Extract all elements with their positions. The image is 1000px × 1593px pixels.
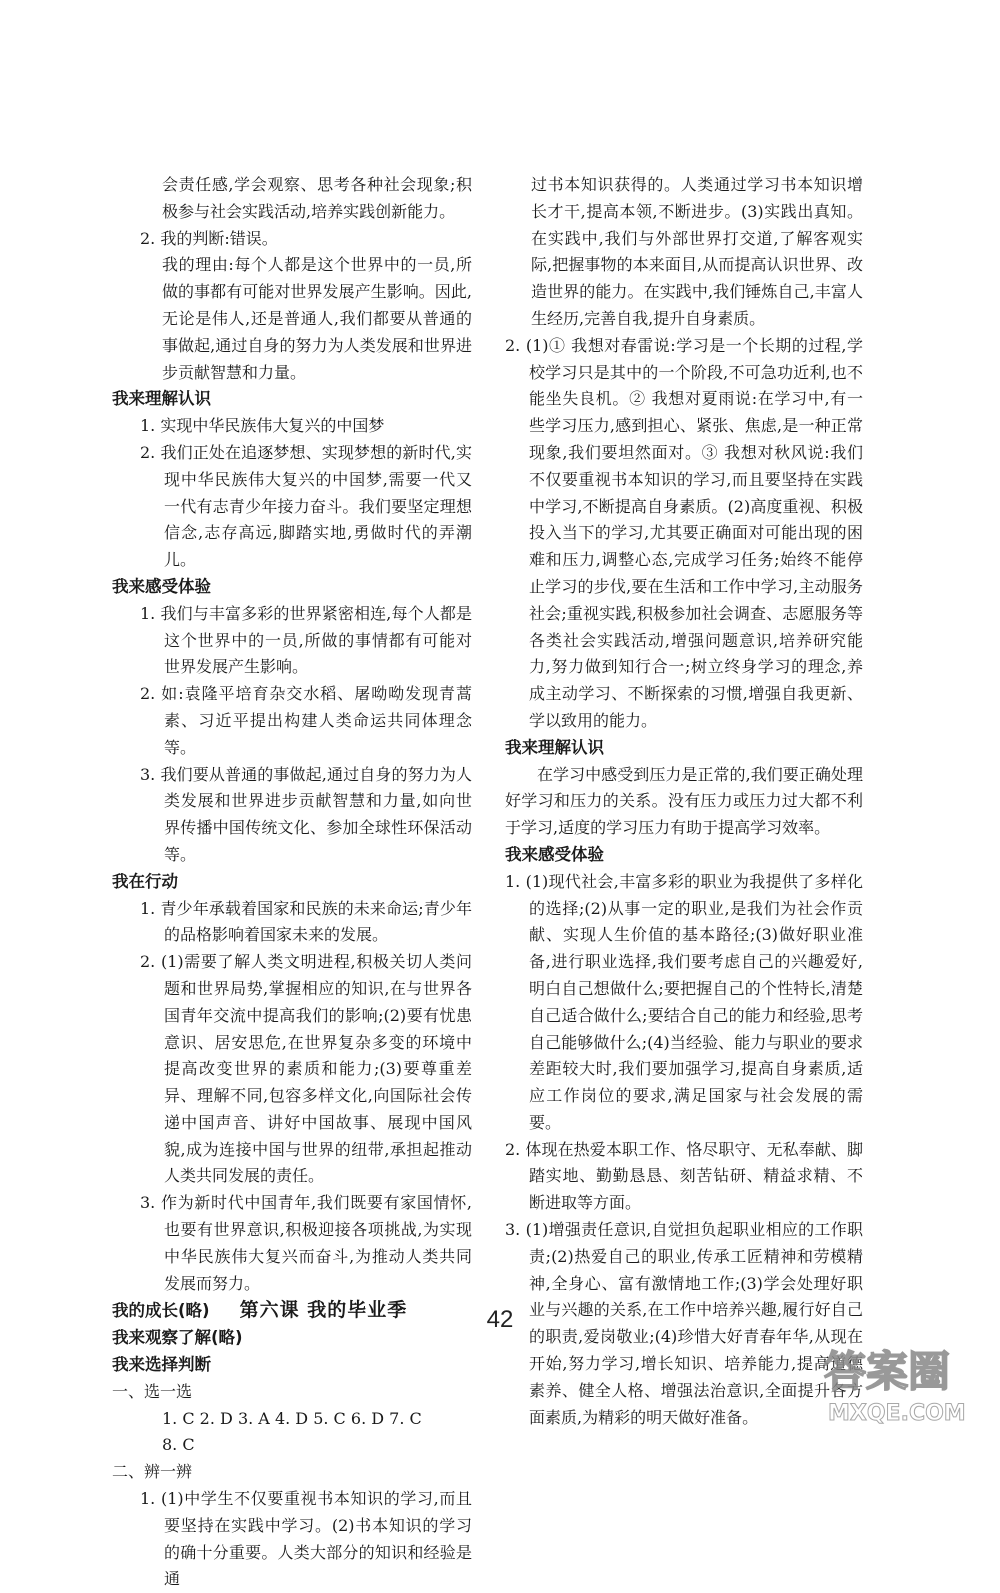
answer-paragraph: 1. C 2. D 3. A 4. D 5. C 6. D 7. C [162,1408,422,1428]
answer-paragraph: 在学习中感受到压力是正常的,我们要正确处理好学习和压力的关系。没有压力或压力过大都不利于学习,适度的学习压力有助于提高学习效率。 [505,764,863,838]
answer-paragraph: 3. 作为新时代中国青年,我们既要有家国情怀,也要有世界意识,积极迎接各项挑战,为实现中华民族伟大复兴而奋斗,为推动人类共同发展而努力。 [140,1193,472,1293]
section-heading: 我来感受体验 [112,576,211,596]
section-heading: 我来感受体验 [505,844,604,864]
right-column [505,172,863,1431]
svg-text:MXQE.COM: MXQE.COM [828,1401,966,1426]
section-heading: 我的成长(略) [112,1301,210,1321]
answer-paragraph: 1. (1)中学生不仅要重视书本知识的学习,而且要坚持在实践中学习。(2)书本知识的学习的确十分重要。人类大部分的知识和经验是通 [140,1489,472,1589]
answer-paragraph: 1. (1)现代社会,丰富多彩的职业为我提供了多样化的选择;(2)从事一定的职业,是我们为社会作贡献、实现人生价值的基本路径;(3)做好职业准备,进行职业选择,我们要考虑自己的兴趣爱好,明白自己想做什么;要把握自己的个性特长,清楚自己适合做什么;要结合自己的能力和经验,思考自己能够做什么;(4)当经验、能力与职业的要求差距较大时,我们要加强学习,提高自身素质,适应工作岗位的要求,满足国家与社会发展的需要。 [505,871,863,1132]
answer-paragraph: 2. 我们正处在追逐梦想、实现梦想的新时代,实现中华民族伟大复兴的中国梦,需要一代又一代有志青少年接力奋斗。我们要坚定理想信念,志存高远,脚踏实地,勇做时代的弄潮儿。 [140,442,472,570]
page-number: 42 [486,1306,514,1333]
answer-paragraph: 2. (1)① 我想对春雷说:学习是一个长期的过程,学校学习只是其中的一个阶段,不可急功近利,也不能坐失良机。② 我想对夏雨说:在学习中,有一些学习压力,感到担心、紧张、焦虑,是一种正常现象,我们要坦然面对。③ 我想对秋风说:我们不仅要重视书本知识的学习,而且要坚持在实践中学习,不断提高自身素质。(2)高度重视、积极投入当下的学习,尤其要正确面对可能出现的困难和压力,调整心态,完成学习任务;始终不能停止学习的步伐,要在生活和工作中学习,主动服务社会;重视实践,积极参加社会调查、志愿服务等各类社会实践活动,增强问题意识,培养研究能力,努力做到知行合一;树立终身学习的理念,养成主动学习、不断探索的习惯,增强自我更新、学以致用的能力。 [505,335,863,730]
answer-paragraph: 8. C [162,1435,195,1455]
section-heading: 我来理解认识 [505,737,604,757]
section-heading: 我来选择判断 [112,1355,211,1375]
answer-paragraph: 2. 体现在热爱本职工作、恪尽职守、无私奉献、脚踏实地、勤勤恳恳、刻苦钻研、精益求精、不断进取等方面。 [505,1139,863,1213]
answer-paragraph: 2. (1)需要了解人类文明进程,积极关切人类问题和世界局势,掌握相应的知识,在与世界各国青年交流中提高我们的影响;(2)要有忧患意识、居安思危,在世界复杂多变的环境中提高改变世界的素质和能力;(3)要尊重差异、理解不同,包容多样文化,向国际社会传递中国声音、讲好中国故事、展现中国风貌,成为连接中国与世界的纽带,承担起推动人类共同发展的责任。 [140,952,472,1186]
answer-paragraph: 我的理由:每个人都是这个世界中的一员,所做的事都有可能对世界发展产生影响。因此,无论是伟人,还是普通人,我们都要从普通的事做起,通过自身的努力为人类发展和世界进步贡献智慧和力量。 [162,255,472,382]
watermark-logo [818,1338,994,1430]
answer-paragraph: 1. 青少年承载着国家和民族的未来命运;青少年的品格影响着国家未来的发展。 [140,898,472,945]
answer-paragraph: 2. 如:袁隆平培育杂交水稻、屠呦呦发现青蒿素、习近平提出构建人类命运共同体理念等。 [140,684,472,757]
svg-text:答案圈: 答案圈 [824,1347,951,1396]
answer-paragraph: 会责任感,学会观察、思考各种社会现象;积极参与社会实践活动,培养实践创新能力。 [162,175,472,221]
section-heading: 我来理解认识 [112,389,211,409]
answer-paragraph: 2. 我的判断:错误。 [140,228,278,248]
section-heading: 我在行动 [112,871,178,891]
lesson-title: 第六课 我的毕业季 [239,1299,408,1322]
answer-paragraph: 3. (1)增强责任意识,自觉担负起职业相应的工作职责;(2)热爱自己的职业,传承工匠精神和劳模精神,全身心、富有激情地工作;(3)学会处理好职业与兴趣的关系,在工作中培养兴趣,履行好自己的职责,爱岗敬业;(4)珍惜大好青春年华,从现在开始,努力学习,增长知识、培养能力,提高道德素养、健全人格、增强法治意识,全面提升各方面素质,为精彩的明天做好准备。 [505,1220,863,1427]
answer-paragraph: 3. 我们要从普通的事做起,通过自身的努力为人类发展和世界进步贡献智慧和力量,如向世界传播中国传统文化、参加全球性环保活动等。 [140,764,472,864]
answer-paragraph: 二、辨一辨 [112,1462,193,1482]
answer-paragraph: 过书本知识获得的。人类通过学习书本知识增长才干,提高本领,不断进步。(3)实践出真知。在实践中,我们与外部世界打交道,了解客观实际,把握事物的本来面目,从而提高认识世界、改造世界的能力。在实践中,我们锤炼自己,丰富人生经历,完善自我,提升自身素质。 [531,175,863,328]
left-column [112,172,472,1593]
answer-paragraph: 一、选一选 [112,1381,193,1401]
section-heading: 我来观察了解(略) [112,1328,243,1348]
answer-paragraph: 1. 实现中华民族伟大复兴的中国梦 [140,416,385,436]
answer-paragraph: 1. 我们与丰富多彩的世界紧密相连,每个人都是这个世界中的一员,所做的事情都有可能对世界发展产生影响。 [140,603,472,677]
